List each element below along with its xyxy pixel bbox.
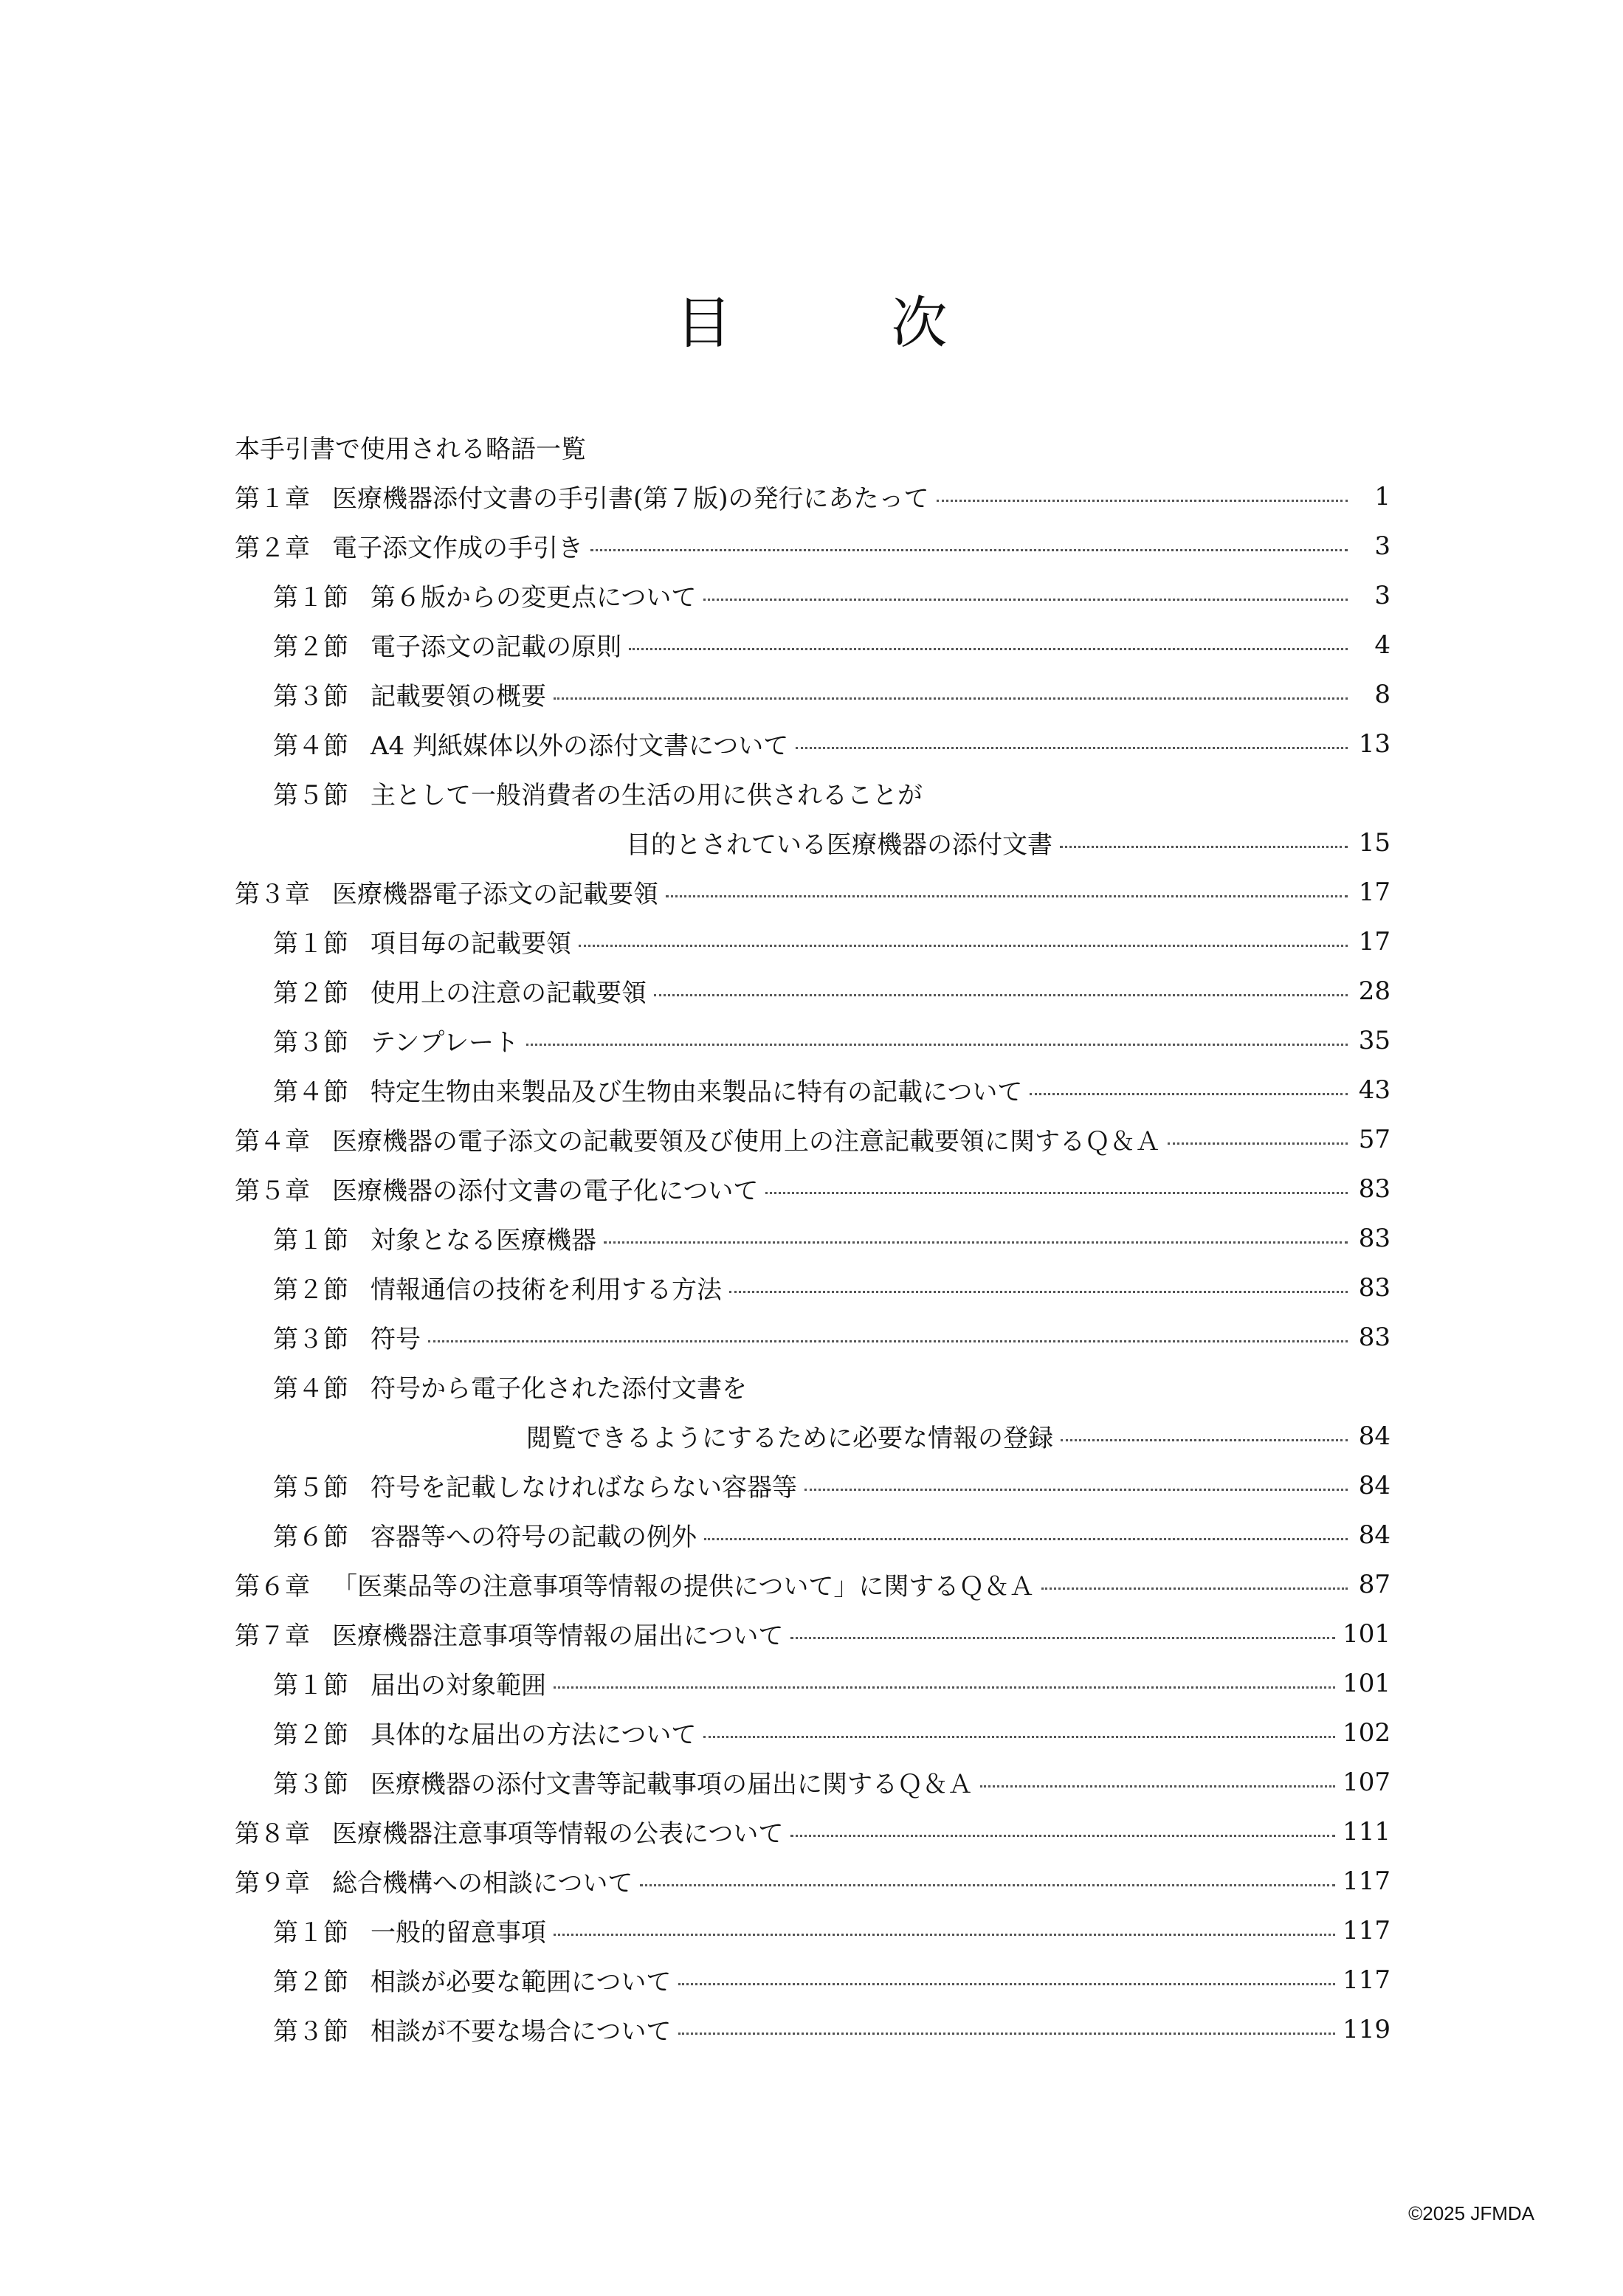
toc-entry (235, 1213, 1391, 1263)
toc-entry-number: 第１節 (273, 583, 348, 613)
toc-entry (235, 1065, 1391, 1114)
toc-entry-number: 第４節 (273, 1374, 348, 1404)
toc-page-number: 117 (1343, 1915, 1391, 1945)
toc-entry-title: 特定生物由来製品及び生物由来製品に特有の記載について (371, 1078, 1023, 1107)
toc-page-number: 57 (1358, 1124, 1391, 1154)
toc-entry-number: 第５節 (273, 1473, 348, 1503)
toc-entry-title: テンプレート (371, 1028, 519, 1058)
toc-page-number: 84 (1358, 1421, 1391, 1451)
toc-page-number: 43 (1358, 1075, 1391, 1105)
toc-entry-label (273, 1764, 973, 1800)
toc-leader-dots (666, 895, 1348, 897)
toc-entry-title: 医療機器電子添文の記載要領 (332, 880, 658, 909)
toc-entry (235, 1807, 1391, 1856)
toc-entry-label (235, 478, 929, 514)
toc-entry (235, 1856, 1391, 1906)
toc-entry-label (273, 1665, 546, 1701)
toc-leader-dots (554, 1686, 1335, 1689)
toc-entry-title: 医療機器注意事項等情報の公表について (332, 1819, 784, 1849)
toc-entry (235, 422, 1391, 472)
toc-page-number: 8 (1374, 679, 1391, 709)
toc-page-number: 83 (1358, 1223, 1391, 1253)
toc-entry (235, 1263, 1391, 1312)
toc-entry-number: 第６章 (235, 1572, 310, 1602)
toc-entry (235, 521, 1391, 570)
toc-page-number: 3 (1374, 580, 1391, 610)
toc-entry-title: 主として一般消費者の生活の用に供されることが (371, 781, 923, 810)
toc-leader-dots (678, 1983, 1335, 1985)
toc-entry-label (273, 1517, 697, 1553)
toc-page-number: 3 (1374, 531, 1391, 561)
toc-page-number: 83 (1358, 1272, 1391, 1303)
toc-entry-number: 第２章 (235, 534, 310, 563)
toc-entry-label (273, 577, 696, 613)
toc-entry-title: 本手引書で使用される略語一覧 (235, 435, 586, 464)
toc-entry (235, 620, 1391, 669)
toc-entry-label (273, 1467, 797, 1503)
toc-entry-title: 情報通信の技術を利用する方法 (371, 1275, 722, 1305)
toc-entry (235, 1461, 1391, 1510)
toc-entry-label (273, 725, 788, 762)
toc-leader-dots (428, 1340, 1348, 1342)
toc-entry-label (273, 1714, 696, 1751)
toc-entry (235, 1658, 1391, 1708)
toc-entry-label (273, 1319, 421, 1355)
toc-entry-number: 第１節 (273, 1671, 348, 1700)
toc-entry-label (526, 1418, 1053, 1454)
toc-entry-title: 医療機器の電子添文の記載要領及び使用上の注意記載要領に関するＱ＆Ａ (332, 1127, 1160, 1156)
toc-entry-label (273, 1912, 546, 1948)
table-of-contents (235, 422, 1391, 2054)
toc-entry-label (235, 1121, 1160, 1157)
toc-page-number: 119 (1343, 2014, 1391, 2044)
toc-entry-title: 総合機構への相談について (332, 1869, 633, 1898)
toc-entry-title: 符号 (371, 1325, 421, 1354)
toc-entry (235, 966, 1391, 1016)
toc-leader-dots (640, 1884, 1335, 1886)
toc-entry-number: 第４節 (273, 731, 348, 761)
toc-entry-label (273, 676, 546, 712)
toc-entry-label (235, 1171, 758, 1207)
toc-entry-number: 第９章 (235, 1869, 310, 1898)
toc-page-number: 13 (1358, 728, 1391, 759)
toc-entry-label (273, 923, 571, 959)
toc-entry (235, 2004, 1391, 2054)
toc-entry-number: 第３節 (273, 1028, 348, 1058)
toc-entry-number: 第２節 (273, 979, 348, 1008)
toc-entry-number: 第３節 (273, 1770, 348, 1799)
toc-entry (235, 1016, 1391, 1065)
toc-leader-dots (1061, 1439, 1348, 1441)
toc-leader-dots (526, 1044, 1348, 1046)
toc-entry-title: 医療機器添付文書の手引書(第７版)の発行にあたって (332, 484, 929, 514)
toc-page-number: 117 (1343, 1965, 1391, 1995)
toc-entry-label (273, 1269, 722, 1306)
toc-entry-title: 医療機器の添付文書等記載事項の届出に関するＱ＆Ａ (371, 1770, 973, 1799)
toc-entry (235, 472, 1391, 521)
toc-entry (235, 1906, 1391, 1955)
toc-entry-title: 目的とされている医療機器の添付文書 (626, 830, 1052, 860)
page-title: 目 次 (675, 290, 999, 356)
toc-entry (235, 1510, 1391, 1559)
toc-entry-number: 第４章 (235, 1127, 310, 1156)
toc-page-number: 84 (1358, 1470, 1391, 1500)
toc-entry-title: A4 判紙媒体以外の添付文書について (371, 731, 789, 761)
toc-leader-dots (554, 1934, 1335, 1936)
toc-entry-number: 第２節 (273, 1275, 348, 1305)
toc-entry (235, 917, 1391, 966)
toc-leader-dots (804, 1489, 1348, 1491)
toc-leader-dots (1168, 1142, 1348, 1145)
toc-leader-dots (654, 994, 1348, 996)
toc-entry-number: 第７章 (235, 1621, 310, 1651)
toc-entry-title: 医療機器注意事項等情報の届出について (332, 1621, 784, 1651)
toc-entry-number: 第３節 (273, 682, 348, 711)
toc-page-number: 17 (1358, 926, 1391, 956)
toc-leader-dots (1030, 1093, 1348, 1095)
toc-entry-title: 具体的な届出の方法について (371, 1720, 697, 1750)
toc-entry-number: 第５節 (273, 781, 348, 810)
toc-page-number: 15 (1358, 827, 1391, 858)
toc-entry (235, 818, 1391, 867)
toc-entry (235, 1164, 1391, 1213)
toc-entry (235, 1559, 1391, 1609)
toc-entry (235, 1708, 1391, 1757)
toc-entry (235, 867, 1391, 917)
toc-entry-title: 項目毎の記載要領 (371, 929, 571, 959)
toc-leader-dots (604, 1241, 1348, 1244)
toc-leader-dots (790, 1637, 1335, 1639)
toc-entry-label (235, 528, 583, 564)
toc-entry-number: 第１節 (273, 1918, 348, 1948)
toc-leader-dots (1060, 846, 1348, 848)
toc-entry-number: 第１節 (273, 929, 348, 959)
toc-leader-dots (980, 1785, 1335, 1787)
toc-entry-title: 電子添文の記載の原則 (371, 632, 621, 662)
toc-entry (235, 570, 1391, 620)
toc-entry-number: 第２節 (273, 1968, 348, 1997)
toc-page-number: 107 (1343, 1767, 1391, 1797)
toc-entry-label (235, 874, 658, 910)
toc-entry-label (235, 1813, 783, 1849)
toc-entry-title: 対象となる医療機器 (371, 1226, 596, 1255)
toc-page-number: 83 (1358, 1322, 1391, 1352)
toc-page-number: 84 (1358, 1520, 1391, 1550)
toc-page-number: 101 (1343, 1618, 1391, 1649)
toc-leader-dots (937, 500, 1348, 502)
toc-entry-label (235, 1863, 633, 1899)
toc-entry-number: 第１章 (235, 484, 310, 514)
toc-entry-title: 第６版からの変更点について (371, 583, 697, 613)
toc-entry (235, 1955, 1391, 2004)
toc-entry-title: 使用上の注意の記載要領 (371, 979, 647, 1008)
toc-entry-number: 第３章 (235, 880, 310, 909)
toc-entry-label (235, 429, 586, 465)
toc-page-number: 101 (1343, 1668, 1391, 1698)
toc-entry-title: 容器等への符号の記載の例外 (371, 1523, 697, 1552)
toc-page-number: 87 (1358, 1569, 1391, 1599)
toc-entry-label (626, 824, 1052, 861)
toc-entry (235, 768, 1391, 818)
toc-leader-dots (1041, 1587, 1348, 1590)
toc-leader-dots (590, 549, 1348, 551)
toc-entry-label (273, 775, 923, 811)
toc-leader-dots (678, 2033, 1335, 2035)
toc-entry-number: 第２節 (273, 1720, 348, 1750)
toc-entry (235, 669, 1391, 719)
toc-entry-number: 第１節 (273, 1226, 348, 1255)
toc-entry-label (273, 973, 647, 1009)
toc-entry-label (273, 1022, 519, 1058)
toc-page-number: 111 (1343, 1816, 1391, 1847)
toc-leader-dots (796, 747, 1348, 749)
toc-entry-title: 「医薬品等の注意事項等情報の提供について」に関するＱ＆Ａ (332, 1572, 1035, 1602)
toc-entry-title: 記載要領の概要 (371, 682, 546, 711)
toc-entry-label (273, 1220, 596, 1256)
toc-entry (235, 1411, 1391, 1461)
toc-entry-number: 第２節 (273, 632, 348, 662)
toc-page-number: 1 (1374, 481, 1391, 511)
toc-entry-title: 符号を記載しなければならない容器等 (371, 1473, 797, 1503)
toc-leader-dots (704, 1538, 1348, 1540)
toc-leader-dots (765, 1192, 1348, 1194)
toc-entry-label (235, 1616, 783, 1652)
toc-entry (235, 1609, 1391, 1658)
toc-leader-dots (579, 945, 1348, 947)
toc-entry-title: 届出の対象範囲 (371, 1671, 546, 1700)
toc-entry-number: 第３節 (273, 1325, 348, 1354)
toc-entry-label (273, 2011, 671, 2047)
toc-entry-title: 符号から電子化された添付文書を (371, 1374, 747, 1404)
toc-entry-number: 第８章 (235, 1819, 310, 1849)
toc-entry-title: 相談が不要な場合について (371, 2017, 672, 2047)
toc-leader-dots (629, 648, 1348, 650)
toc-entry-label (273, 1072, 1022, 1108)
toc-page-number: 83 (1358, 1173, 1391, 1204)
toc-entry-number: 第６節 (273, 1523, 348, 1552)
toc-entry-number: 第４節 (273, 1078, 348, 1107)
toc-leader-dots (729, 1291, 1348, 1293)
toc-entry (235, 719, 1391, 768)
toc-entry (235, 1312, 1391, 1362)
toc-leader-dots (703, 1736, 1335, 1738)
toc-entry-label (273, 1368, 747, 1404)
toc-entry-title: 電子添文作成の手引き (332, 534, 583, 563)
toc-leader-dots (790, 1835, 1335, 1837)
toc-entry-title: 相談が必要な範囲について (371, 1968, 672, 1997)
toc-entry (235, 1757, 1391, 1807)
toc-page-number: 17 (1358, 877, 1391, 907)
copyright-footer: ©2025 JFMDA (1408, 2202, 1534, 2224)
toc-entry-label (235, 1566, 1034, 1602)
toc-entry-label (273, 1962, 671, 1998)
toc-page-number: 102 (1343, 1717, 1391, 1748)
toc-page-number: 4 (1374, 630, 1391, 660)
toc-entry (235, 1114, 1391, 1164)
toc-page-number: 28 (1358, 976, 1391, 1006)
toc-entry-number: 第３節 (273, 2017, 348, 2047)
toc-entry-title: 医療機器の添付文書の電子化について (332, 1176, 759, 1206)
toc-leader-dots (703, 599, 1348, 601)
toc-page-number: 117 (1343, 1866, 1391, 1896)
toc-page-number: 35 (1358, 1025, 1391, 1055)
toc-entry-label (273, 627, 621, 663)
toc-leader-dots (554, 697, 1348, 700)
toc-entry-title: 閲覧できるようにするために必要な情報の登録 (526, 1424, 1053, 1453)
toc-entry (235, 1362, 1391, 1411)
toc-entry-title: 一般的留意事項 (371, 1918, 546, 1948)
toc-entry-number: 第５章 (235, 1176, 310, 1206)
